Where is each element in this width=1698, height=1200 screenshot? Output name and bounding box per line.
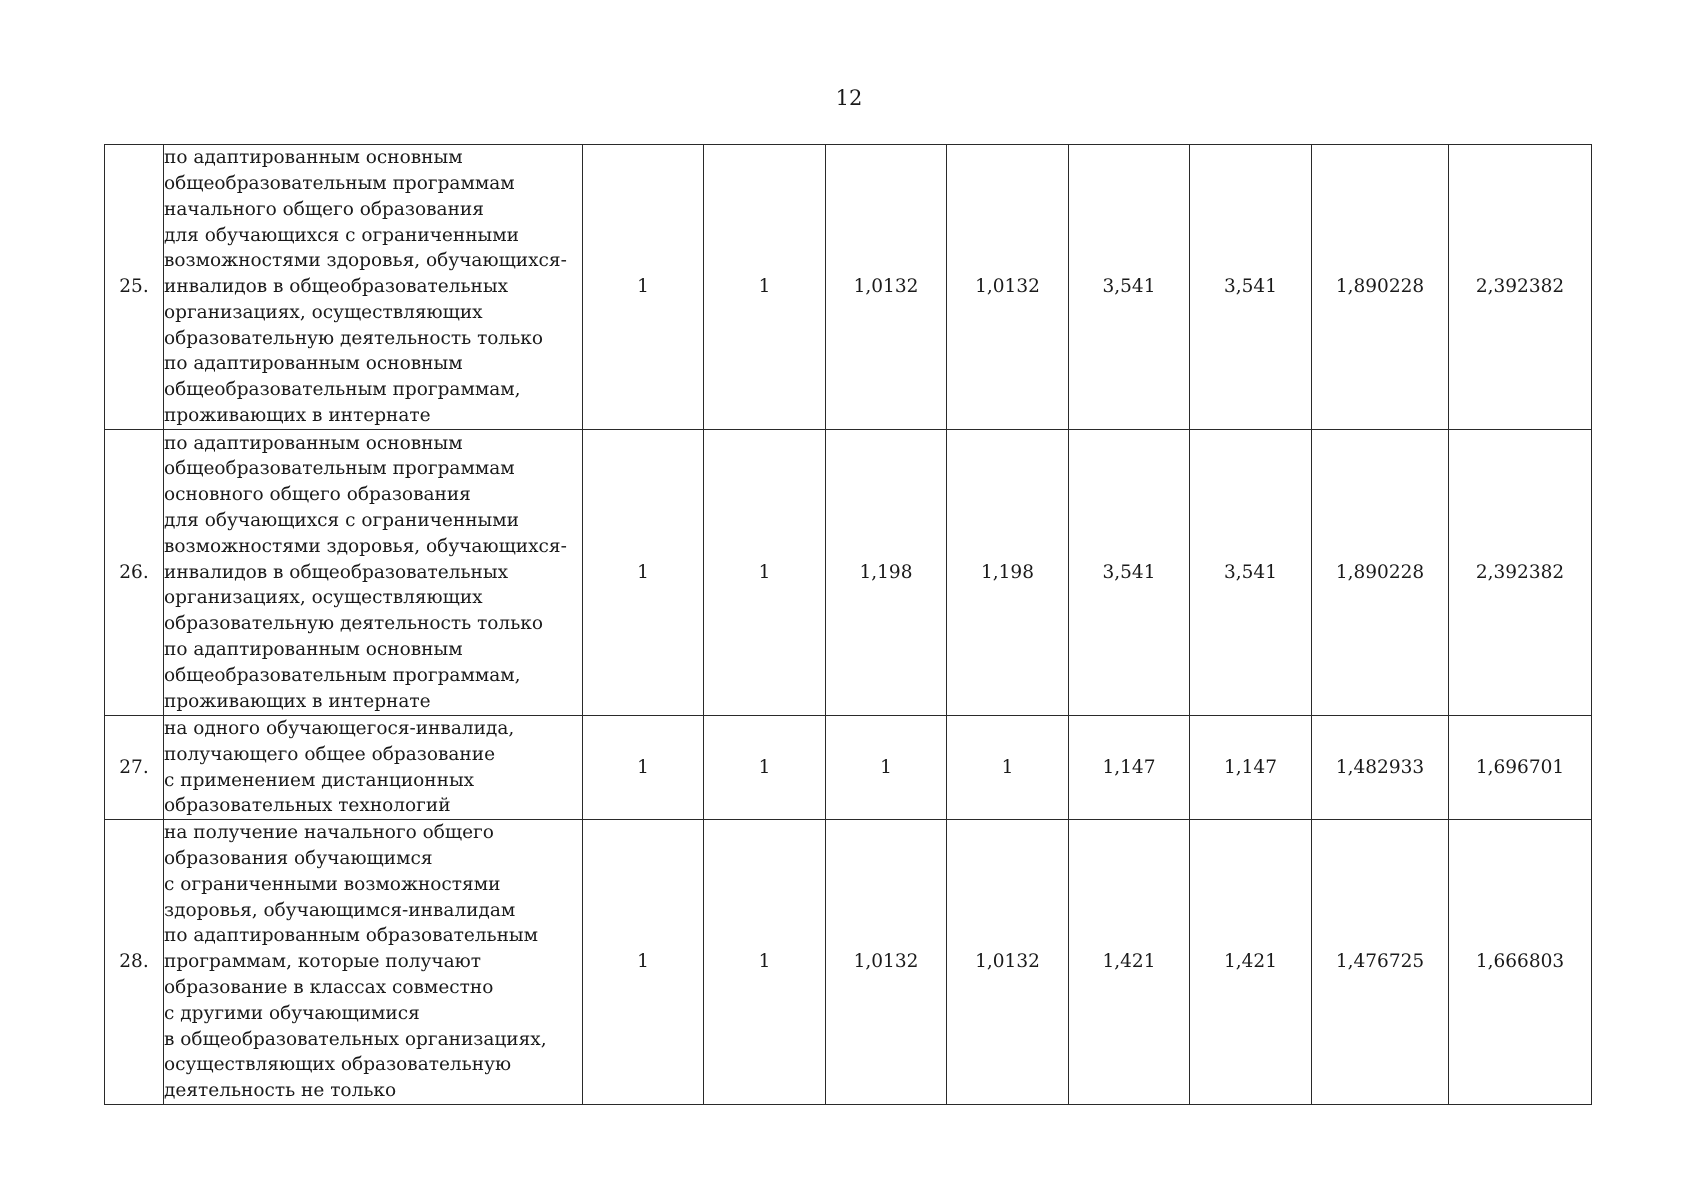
description-line: здоровья, обучающимся-инвалидам (164, 899, 516, 921)
description-line: образования обучающимся (164, 848, 433, 870)
description-line: инвалидов в общеобразовательных (164, 276, 509, 298)
value-cell: 1,890228 (1312, 145, 1449, 430)
description-line: по адаптированным образовательным (164, 925, 539, 947)
description-line: осуществляющих образовательную (164, 1054, 512, 1076)
value-cell: 1 (704, 716, 826, 820)
description-line: начального общего образования (164, 198, 484, 220)
value-cell: 1,147 (1190, 716, 1312, 820)
row-number: 28. (105, 820, 164, 1105)
row-description (164, 820, 583, 1105)
value-cell: 1,0132 (826, 145, 947, 430)
value-cell: 3,541 (1190, 145, 1312, 430)
description-line: на одного обучающегося-инвалида, (164, 718, 515, 739)
row-number: 26. (105, 430, 164, 716)
value-cell: 1,421 (1190, 820, 1312, 1105)
value-cell: 1 (583, 820, 704, 1105)
description-line: по адаптированным основным (164, 638, 463, 660)
description-line: для обучающихся с ограниченными (164, 224, 519, 246)
value-cell: 1,482933 (1312, 716, 1449, 820)
value-cell: 3,541 (1190, 430, 1312, 716)
value-cell: 1,0132 (947, 820, 1069, 1105)
value-cell: 1,696701 (1449, 716, 1592, 820)
row-description (164, 430, 583, 716)
value-cell: 1,666803 (1449, 820, 1592, 1105)
description-line: возможностями здоровья, обучающихся- (164, 535, 567, 557)
description-line: организациях, осуществляющих (164, 301, 483, 323)
row-description (164, 145, 583, 430)
value-cell: 1 (704, 820, 826, 1105)
description-line: образовательных технологий (164, 795, 451, 817)
description-line: общеобразовательным программам, (164, 664, 521, 686)
description-line: с другими обучающимися (164, 1002, 420, 1024)
description-line: проживающих в интернате (164, 405, 431, 427)
description-line: организациях, осуществляющих (164, 587, 483, 609)
description-line: проживающих в интернате (164, 690, 431, 712)
description-line: по адаптированным основным (164, 432, 463, 454)
description-line: образовательную деятельность только (164, 327, 543, 349)
description-line: по адаптированным основным (164, 353, 463, 375)
value-cell: 1,198 (826, 430, 947, 716)
value-cell: 1,476725 (1312, 820, 1449, 1105)
row-number: 25. (105, 145, 164, 430)
value-cell: 1 (704, 145, 826, 430)
value-cell: 1,147 (1069, 716, 1190, 820)
value-cell: 2,392382 (1449, 145, 1592, 430)
description-line: образовательную деятельность только (164, 613, 543, 635)
description-line: общеобразовательным программам (164, 458, 515, 480)
value-cell: 1,0132 (826, 820, 947, 1105)
description-line: на получение начального общего (164, 822, 494, 844)
value-cell: 1 (583, 716, 704, 820)
value-cell: 1 (704, 430, 826, 716)
row-number: 27. (105, 716, 164, 820)
value-cell: 1,421 (1069, 820, 1190, 1105)
value-cell: 1,890228 (1312, 430, 1449, 716)
table-row (105, 145, 1592, 430)
description-line: по адаптированным основным (164, 147, 463, 169)
value-cell: 3,541 (1069, 430, 1190, 716)
value-cell: 1,198 (947, 430, 1069, 716)
description-line: с ограниченными возможностями (164, 873, 501, 895)
description-line: деятельность не только (164, 1080, 397, 1102)
table-row (105, 820, 1592, 1105)
description-line: инвалидов в общеобразовательных (164, 561, 509, 583)
table-row (105, 430, 1592, 716)
description-line: с применением дистанционных (164, 769, 475, 791)
description-line: основного общего образования (164, 484, 471, 506)
value-cell: 1 (583, 430, 704, 716)
description-line: общеобразовательным программам (164, 172, 515, 194)
coefficients-table (104, 144, 1592, 1105)
description-line: программам, которые получают (164, 951, 482, 973)
description-line: получающего общее образование (164, 743, 496, 765)
value-cell: 1 (826, 716, 947, 820)
value-cell: 3,541 (1069, 145, 1190, 430)
value-cell: 1 (583, 145, 704, 430)
value-cell: 2,392382 (1449, 430, 1592, 716)
description-line: для обучающихся с ограниченными (164, 510, 519, 531)
description-line: в общеобразовательных организациях, (164, 1028, 547, 1050)
description-line: общеобразовательным программам, (164, 379, 521, 401)
description-line: образование в классах совместно (164, 977, 494, 999)
row-description (164, 716, 583, 820)
value-cell: 1,0132 (947, 145, 1069, 430)
description-line: возможностями здоровья, обучающихся- (164, 250, 567, 272)
table-row (105, 716, 1592, 820)
value-cell: 1 (947, 716, 1069, 820)
page-number: 12 (835, 86, 863, 110)
